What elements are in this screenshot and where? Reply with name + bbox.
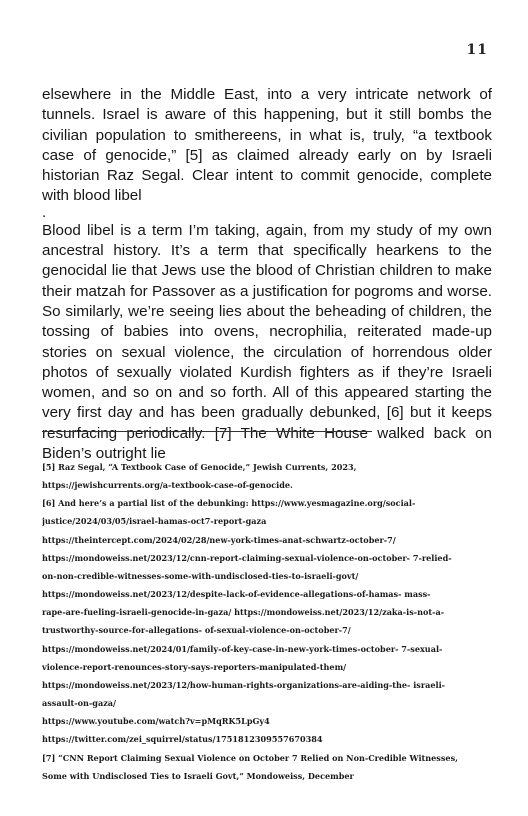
main-text xyxy=(42,85,492,464)
footnotes xyxy=(42,458,492,785)
footnote-line[interactable]: rape-are-fueling-israeli-genocide-in-gaza/ https://mondoweiss.net/2023/12/zaka-is-not-a- xyxy=(42,607,445,618)
footnote-line[interactable]: https://mondoweiss.net/2023/12/cnn-report-claiming-sexual-violence-on-october- 7-relied- xyxy=(42,552,452,563)
footnote-line[interactable]: on-non-credible-witnesses-some-with-undisclosed-ties-to-israeli-govt/ xyxy=(42,570,359,581)
footnote-line[interactable]: https://twitter.com/zei_squirrel/status/1751812309557670384 xyxy=(42,734,323,745)
footnote-line: [5] Raz Segal, “A Textbook Case of Genocide,” Jewish Currents, 2023, xyxy=(42,462,357,472)
footnote-line: [7] “CNN Report Claiming Sexual Violence on October 7 Relied on Non-Credible Witnesses, xyxy=(42,752,458,763)
footnote-line[interactable]: assault-on-gaza/ xyxy=(42,698,117,709)
paragraph-1: elsewhere in the Middle East, into a very intricate network of tunnels. Israel is aware of this happening, but it still bombs the civilian population to smithereens, in what is, truly, “a textbook case of genocide,” [5] as claimed already early on by Israeli historian Raz Segal. Clear intent to commit genocide, complete with blood libel xyxy=(42,86,492,205)
footnote-line[interactable]: https://mondoweiss.net/2024/01/family-of-key-case-in-new-york-times-october- 7-sexual- xyxy=(42,643,443,654)
footnote-line[interactable]: trustworthy-source-for-allegations- of-sexual-violence-on-october-7/ xyxy=(42,625,351,636)
paragraph-1-end: . xyxy=(42,203,47,221)
page-number: 11 xyxy=(466,42,488,58)
footnote-line[interactable]: https://mondoweiss.net/2023/12/how-human-rights-organizations-are-aiding-the- israeli- xyxy=(42,679,446,690)
footnote-line: Some with Undisclosed Ties to Israeli Govt,” Mondoweiss, December xyxy=(42,770,354,781)
footnote-line[interactable]: https://www.youtube.com/watch?v=pMqRK5LpGy4 xyxy=(42,716,270,727)
footnote-line[interactable]: [6] And here’s a partial list of the debunking: https://www.yesmagazine.org/social- xyxy=(42,498,416,509)
footnote-line[interactable]: https://mondoweiss.net/2023/12/despite-lack-of-evidence-allegations-of-hamas- mass- xyxy=(42,589,431,600)
footnote-divider xyxy=(42,431,372,432)
footnote-line[interactable]: https://theintercept.com/2024/02/28/new-york-times-anat-schwartz-october-7/ xyxy=(42,534,396,545)
footnote-line[interactable]: justice/2024/03/05/israel-hamas-oct7-report-gaza xyxy=(42,516,267,527)
footnote-line[interactable]: violence-report-renounces-story-says-reporters-manipulated-them/ xyxy=(42,661,347,672)
footnote-line[interactable]: https://jewishcurrents.org/a-textbook-case-of-genocide. xyxy=(42,480,293,491)
paragraph-2: Blood libel is a term I’m taking, again, from my study of my own ancestral history. It’s a term that specifically hearkens to the genocidal lie that Jews use the blood of Christian children to make their matzah for Passover as a justification for pogroms and worse. So similarly, we’re seeing lies about the beheading of children, the tossing of babies into ovens, necrophilia, reiterated made-up stories on sexual violence, the circulation of horrendous older photos of sexually violated Kurdish fighters as if they’re Israeli women, and so on and so forth. All of this appeared starting the very first day and has been gradually debunked, [6] but it keeps resurfacing periodically. [7] The White House walked back on Biden’s outright lie xyxy=(42,221,492,463)
